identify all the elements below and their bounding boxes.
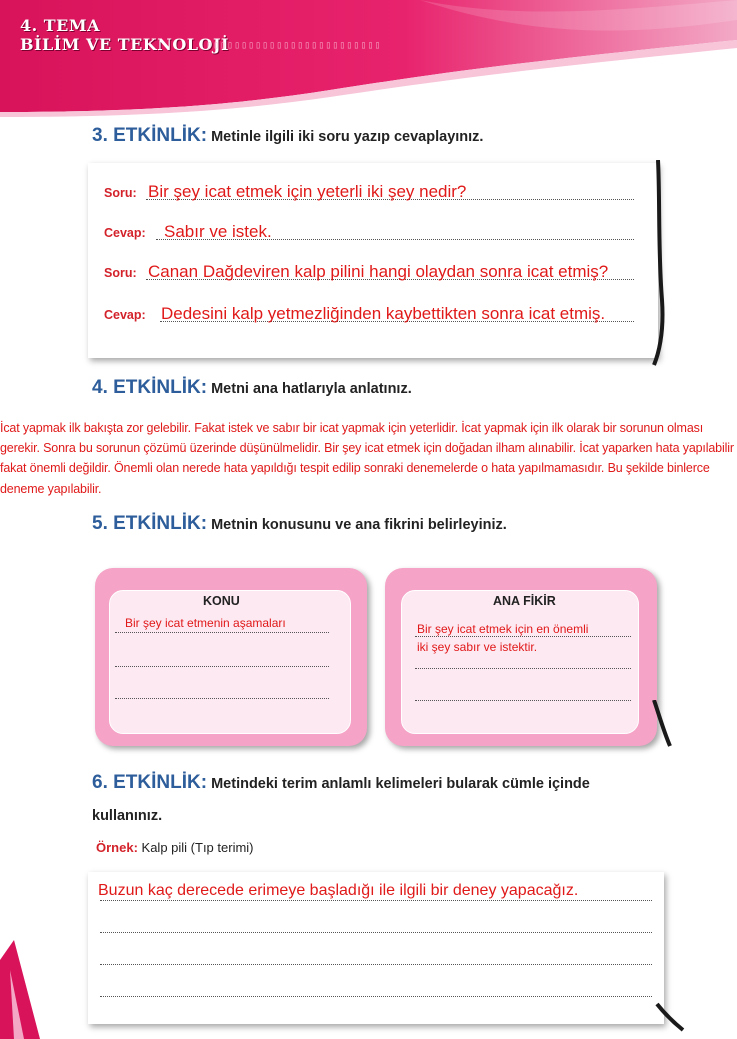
box-page-curl <box>650 700 674 750</box>
theme-name: BİLİM VE TEKNOLOJİ <box>20 35 230 54</box>
qa-label: Cevap: <box>104 308 146 322</box>
ana-fikir-answer-line-1: Bir şey icat etmek için en önemli <box>417 622 589 636</box>
ana-fikir-title: ANA FİKİR <box>493 594 556 608</box>
page-corner-decoration <box>0 940 40 1039</box>
qa-row <box>104 254 634 280</box>
qa-answer: Bir şey icat etmek için yeterli iki şey nedir? <box>148 182 467 201</box>
answer-line <box>100 996 652 997</box>
activity-4-instruction: Metni ana hatlarıyla anlatınız. <box>211 381 412 397</box>
activity-3-heading <box>92 125 483 147</box>
activity-5-instruction: Metnin konusunu ve ana fikrini belirleyiniz. <box>211 517 507 533</box>
konu-answer: Bir şey icat etmenin aşamaları <box>125 616 286 630</box>
theme-banner <box>0 0 737 118</box>
konu-title: KONU <box>203 594 240 608</box>
answer-line <box>415 700 631 701</box>
qa-row <box>104 214 634 240</box>
example-label: Örnek: <box>96 840 138 855</box>
activity-3-number: 3. ETKİNLİK: <box>92 125 208 146</box>
activity-4-number: 4. ETKİNLİK: <box>92 377 208 398</box>
qa-answer: Canan Dağdeviren kalp pilini hangi olaydan sonra icat etmiş? <box>148 262 609 281</box>
answer-line <box>115 632 329 633</box>
answer-line <box>115 666 329 667</box>
konu-box <box>95 568 367 746</box>
activity-6-answer: Buzun kaç derecede erimeye başladığı ile ilgili bir deney yapacağız. <box>98 882 579 899</box>
banner-decorative-strip: ▯▯▯▯▯▯▯▯▯▯▯▯▯▯▯▯▯▯▯▯▯▯▯▯▯ <box>206 40 382 51</box>
answer-line <box>415 636 631 637</box>
activity-3-instruction: Metinle ilgili iki soru yazıp cevaplayınız. <box>211 129 484 145</box>
activity-5-heading <box>92 513 507 535</box>
activity-4-summary-paragraph: İcat yapmak ilk bakışta zor gelebilir. Fakat istek ve sabır bir icat yapmak için yeterlidir. İcat yapmak için ilk olarak bir sorunun olması gerekir. Sonra bu sorunun çözümü üzerinde düşünülmelidir. Bir şey icat etmek için doğadan ilham alınabilir. İcat yaparken hata yapılabilir fakat önemli değildir. Önemli olan nerede hata yapıldığı tespit edilip sonraki denemelerde o hata yapılmamasıdır. Bu şekilde binlerce deneme yapılabilir. <box>0 421 734 496</box>
activity-6-number: 6. ETKİNLİK: <box>92 772 208 793</box>
answer-line <box>100 932 652 933</box>
activity-6-instruction-line-2: kullanınız. <box>92 808 163 824</box>
card-page-curl <box>652 160 676 370</box>
theme-number: 4. TEMA <box>20 16 100 35</box>
qa-label: Soru: <box>104 186 137 200</box>
answer-line <box>115 698 329 699</box>
activity-4-heading <box>92 377 412 399</box>
qa-answer: Sabır ve istek. <box>164 222 272 241</box>
konu-inner-panel <box>109 590 351 734</box>
qa-row <box>104 296 634 322</box>
qa-label: Cevap: <box>104 226 146 240</box>
qa-answer: Dedesini kalp yetmezliğinden kaybettikten sonra icat etmiş. <box>161 304 606 323</box>
qa-row <box>104 174 634 200</box>
ana-fikir-answer-line-2: iki şey sabır ve istektir. <box>417 640 538 654</box>
example-line <box>96 840 254 855</box>
ana-fikir-box <box>385 568 657 746</box>
card-page-curl <box>655 1000 685 1034</box>
answer-line <box>415 668 631 669</box>
activity-6-instruction-line-1: Metindeki terim anlamlı kelimeleri bularak cümle içinde <box>211 776 590 792</box>
theme-title <box>20 16 229 54</box>
answer-line <box>100 964 652 965</box>
example-text: Kalp pili (Tıp terimi) <box>141 840 254 855</box>
qa-label: Soru: <box>104 266 137 280</box>
activity-5-number: 5. ETKİNLİK: <box>92 513 208 534</box>
activity-6-instruction-cont <box>92 808 162 824</box>
activity-6-heading <box>92 772 590 794</box>
answer-line <box>100 900 652 901</box>
ana-fikir-inner-panel <box>401 590 639 734</box>
